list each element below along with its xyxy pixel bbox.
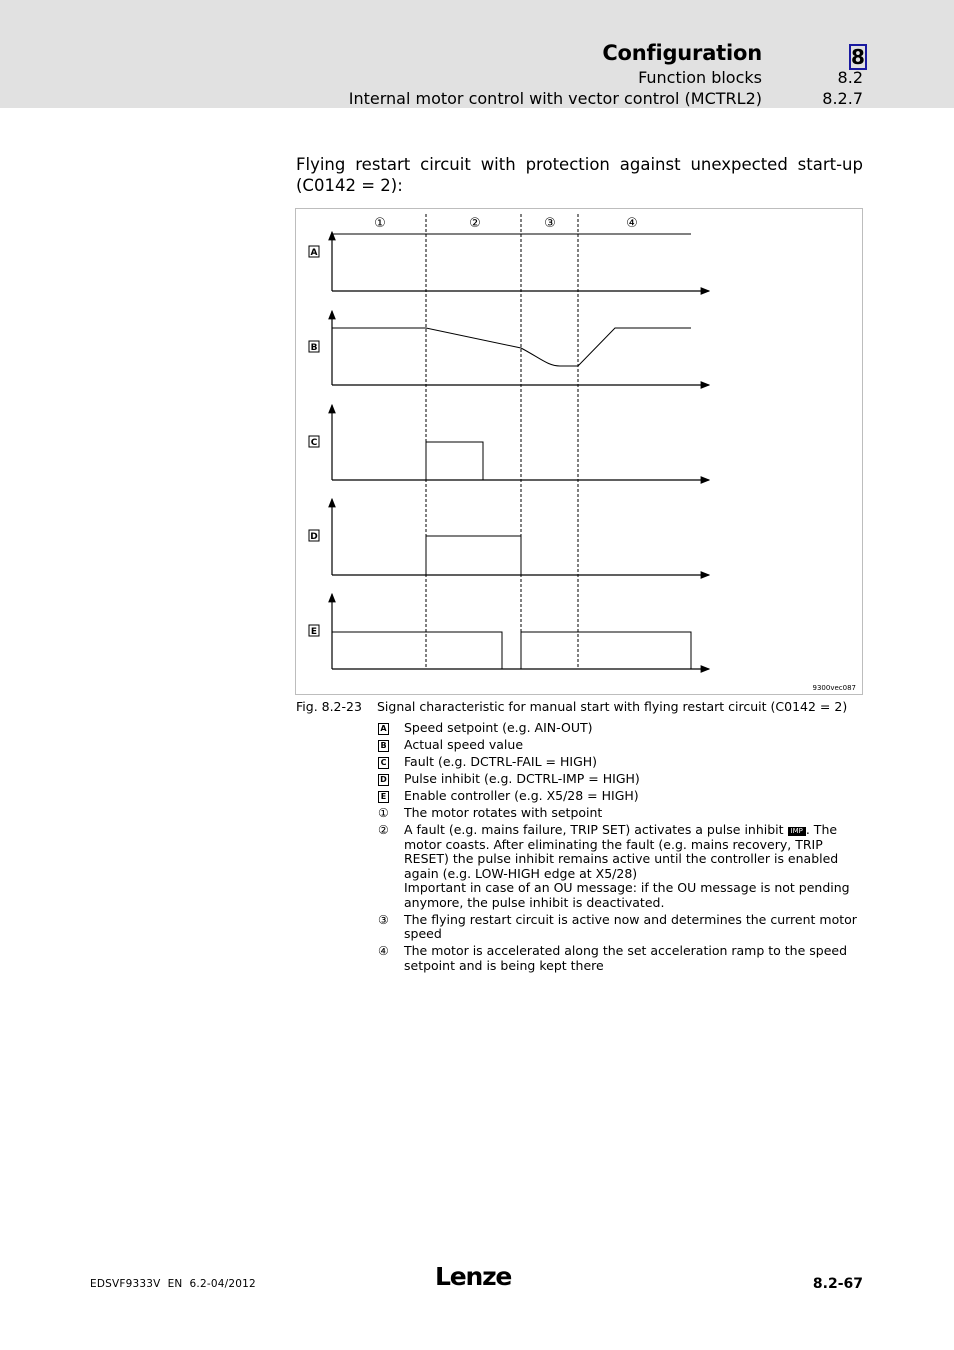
legend-symbol-a: A [378, 723, 389, 735]
chapter-number-badge: 8 [849, 44, 867, 70]
signal-c-label-box [309, 436, 319, 448]
signal-e-label-box [309, 625, 319, 637]
signal-b-trace [332, 328, 691, 366]
figure-image-id: 9300vec087 [812, 684, 856, 692]
legend-symbol-b: B [378, 740, 389, 752]
legend-item [378, 772, 858, 787]
legend-item [378, 913, 858, 942]
legend-text-e: Enable controller (e.g. X5/28 = HIGH) [404, 788, 639, 803]
legend-item [378, 944, 858, 973]
legend-symbol-d: D [378, 774, 389, 786]
legend-text-3: The flying restart circuit is active now and determines the current motor speed [404, 911, 857, 941]
signal-a-label: A [310, 248, 318, 258]
figure-caption-number: Fig. 8.2-23 [296, 699, 362, 714]
legend-item [378, 738, 858, 753]
legend-text-2 [404, 823, 858, 910]
section-number: 8.2 [837, 68, 863, 87]
subsection-label: Internal motor control with vector control (MCTRL2) [348, 89, 762, 108]
signal-e-label: E [310, 627, 318, 637]
figure-caption-text: Signal characteristic for manual start with flying restart circuit (C0142 = 2) [377, 699, 848, 714]
intro-paragraph: Flying restart circuit with protection against unexpected start-up (C0142 = 2): [296, 155, 863, 195]
signal-c-trace [426, 442, 483, 480]
phase-label-2: ② [469, 216, 481, 231]
legend-symbol-1: ① [378, 806, 389, 820]
lenze-logo: Lenze [435, 1262, 512, 1291]
signal-b-label: B [310, 343, 318, 353]
phase-label-3: ③ [544, 216, 556, 231]
imp-status-icon: IMP [788, 827, 806, 836]
signal-c-label: C [310, 438, 318, 448]
signal-b-label-box [309, 341, 319, 353]
subsection-number: 8.2.7 [822, 89, 863, 108]
legend-item [378, 721, 858, 736]
legend-symbol-4: ④ [378, 944, 389, 958]
page-number: 8.2-67 [812, 1276, 863, 1292]
legend-text-c: Fault (e.g. DCTRL-FAIL = HIGH) [404, 754, 598, 769]
signal-timing-diagram [295, 208, 863, 695]
signal-d-label: D [310, 532, 318, 542]
legend-item [378, 823, 858, 910]
legend-symbol-e: E [378, 791, 389, 803]
legend-symbol-3: ③ [378, 912, 389, 927]
phase-label-1: ① [374, 216, 386, 231]
document-id: EDSVF9333V EN 6.2-04/2012 [90, 1278, 256, 1290]
legend-item [378, 806, 858, 821]
legend-symbol-c: C [378, 757, 389, 769]
legend-symbol-2: ② [378, 823, 389, 837]
signal-d-trace [426, 536, 521, 575]
legend-item [378, 789, 858, 804]
legend-text-d: Pulse inhibit (e.g. DCTRL-IMP = HIGH) [404, 771, 640, 786]
legend-text-2-before: A fault (e.g. mains failure, TRIP SET) activates a pulse inhibit [404, 822, 784, 837]
section-label: Function blocks [638, 68, 762, 87]
signal-d-label-box [309, 530, 319, 542]
legend-item [378, 755, 858, 770]
phase-label-4: ④ [626, 216, 638, 231]
legend-text-1: The motor rotates with setpoint [404, 805, 603, 820]
legend-text-4: The motor is accelerated along the set acceleration ramp to the speed setpoint and is being kept there [404, 943, 848, 973]
signal-e-trace [332, 632, 691, 669]
chapter-title: Configuration [602, 41, 762, 65]
legend-text-a: Speed setpoint (e.g. AIN-OUT) [404, 720, 593, 735]
figure-legend [378, 721, 858, 976]
legend-text-2-after: . The motor coasts. After eliminating the fault (e.g. mains recovery, TRIP RESET) the pulse inhibit remains active until the controller is enabled again (e.g. LOW-HIGH edge at X5/28) [404, 822, 839, 881]
legend-text-b: Actual speed value [404, 737, 524, 752]
legend-text-2-note: Important in case of an OU message: if the OU message is not pending anymore, the pulse inhibit is deactivated. [404, 880, 850, 910]
signal-a-label-box [309, 246, 319, 258]
